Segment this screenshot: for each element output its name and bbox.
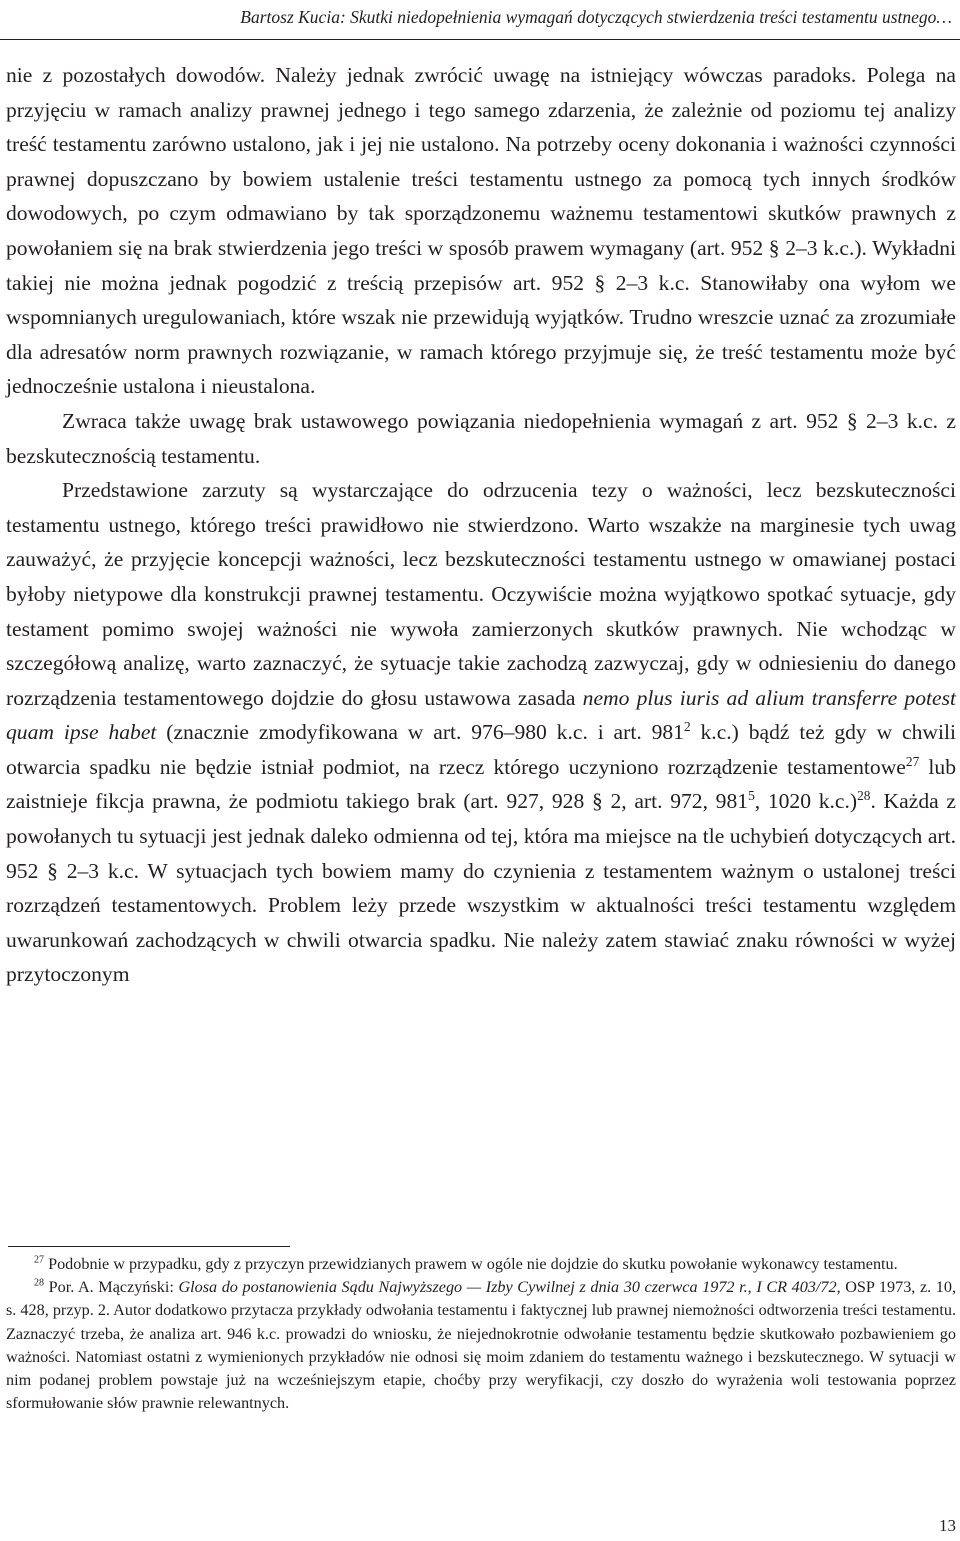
footnote-28: [6, 1276, 956, 1415]
footnote-number: 28: [34, 1277, 45, 1289]
footnote-text: , OSP 1973, z. 10, s. 428, przyp. 2. Autor dodatkowo przytacza przykłady odwołania testamentu i faktycznej lub prawnej niemożności odtworzenia treści testamentu. Zaznaczyć trzeba, że analiza art. 946 k.c. prowadzi do wniosku, że niejednokrotnie odwołanie testamentu będzie skutkowało pozbawieniem go ważności. Natomiast ostatni z wymienionych przykładów nie odnosi się moim zdaniem do testamentu ważnego i bezskutecznego. W sytuacji w nim podanej problem powstaje już na wcześniejszym etapie, choćby przy weryfikacji, czy doszło do wyrażenia woli testowania poprzez sformułowanie słów prawnie relewantnych.: [6, 1278, 957, 1413]
paragraph-text: , 1020 k.c.): [754, 789, 858, 814]
paragraph: nie z pozostałych dowodów. Należy jednak zwrócić uwagę na istniejący wówczas paradoks. Polega na przyjęciu w ramach analizy prawnej jednego i tego samego zdarzenia, że zależnie od poziomu tej analizy treść testamentu zarówno ustalono, jak i jej nie ustalono. Na potrzeby oceny dokonania i ważności czynności prawnej dopuszczano by bowiem ustalenie treści testamentu ustnego za pomocą tych innych środków dowodowych, po czym odmawiano by tak sporządzonemu ważnemu testamentowi skutków prawnych z powołaniem się na brak stwierdzenia jego treści w sposób prawem wymagany (art. 952 § 2–3 k.c.). Wykładni takiej nie można jednak pogodzić z treścią przepisów art. 952 § 2–3 k.c. Stanowiłaby ona wyłom we wspomnianych uregulowaniach, które wszak nie przewidują wyjątków. Trudno wreszcie uznać za zrozumiałe dla adresatów norm prawnych rozwiązanie, w ramach którego przyjmuje się, że treść testamentu może być jednocześnie ustalona i nieustalona.: [6, 63, 956, 399]
paragraph-text: Przedstawione zarzuty są wystarczające do odrzucenia tezy o ważności, lecz bezskuteczności testamentu ustnego, którego treści prawidłowo nie stwierdzono. Warto wszakże na marginesie tych uwag zauważyć, że przyjęcie koncepcji ważności, lecz bezskuteczności testamentu ustnego w omawianej postaci byłoby nietypowe dla konstrukcji prawnej testamentu. Oczywiście można wyjątkowo spotkać sytuacje, gdy testament pomimo swojej ważności nie wywoła zamierzonych skutków prawnych. Nie wchodząc w szczegółową analizę, warto zaznaczyć, że sytuacje takie zachodzą zazwyczaj, gdy w odniesieniu do danego rozrządzenia testamentowego dojdzie do głosu ustawowa zasada: [6, 478, 956, 710]
footnote-divider: [8, 1246, 290, 1247]
paragraph-text: . Każda z powołanych tu sytuacji jest jednak daleko odmienna od tej, która ma miejsce na tle uchybień dotyczących art. 952 § 2–3 k.c. W sytuacjach tych bowiem mamy do czynienia z testamentem ważnym o ustalonej treści rozrządzeń testamentowych. Problem leży przede wszystkim w aktualności treści testamentu względem uwarunkowań zachodzących w chwili otwarcia spadku. Nie należy zatem stawiać znaku równości w wyżej przytoczonym: [6, 789, 956, 987]
paragraph-text: (znacznie zmodyfikowana w art. 976–980 k.c. i art. 981: [156, 720, 684, 745]
footnote-27: [6, 1253, 956, 1276]
footnotes: [6, 1253, 956, 1415]
cited-title: Glosa do postanowienia Sądu Najwyższego — Izby Cywilnej z dnia 30 czerwca 1972 r., I CR 403/72: [178, 1278, 837, 1297]
superscript: 2: [683, 719, 691, 735]
paragraph: [6, 473, 956, 992]
running-head: [0, 0, 960, 40]
latin-maxim: nemo plus iuris ad alium transferre potest quam ipse habet: [6, 685, 956, 745]
footnote-ref-28[interactable]: 28: [857, 788, 871, 804]
body-text: [6, 58, 956, 992]
footnote-text: Podobnie w przypadku, gdy z przyczyn przewidzianych prawem w ogóle nie dojdzie do skutku powołanie wykonawcy testamentu.: [44, 1255, 898, 1273]
paragraph-text: lub zaistnieje fikcja prawna, że podmiotu takiego brak (art. 927, 928 § 2, art. 972, 981: [6, 754, 956, 814]
running-head-text: Bartosz Kucia: Skutki niedopełnienia wymagań dotyczących stwierdzenia treści testamentu ustnego…: [240, 7, 952, 27]
paragraph-text: k.c.) bądź też gdy w chwili otwarcia spadku nie będzie istniał podmiot, na rzecz którego uczyniono rozrządzenie testamentowe: [6, 720, 956, 779]
superscript: 5: [748, 788, 755, 804]
footnote-number: 27: [34, 1254, 45, 1266]
paragraph: Zwraca także uwagę brak ustawowego powiązania niedopełnienia wymagań z art. 952 § 2–3 k.c. z bezskutecznością testamentu.: [6, 408, 956, 468]
footnote-ref-27[interactable]: 27: [905, 753, 920, 769]
page-number: 13: [939, 1516, 956, 1535]
footnote-text: Por. A. Mączyński:: [44, 1278, 179, 1297]
